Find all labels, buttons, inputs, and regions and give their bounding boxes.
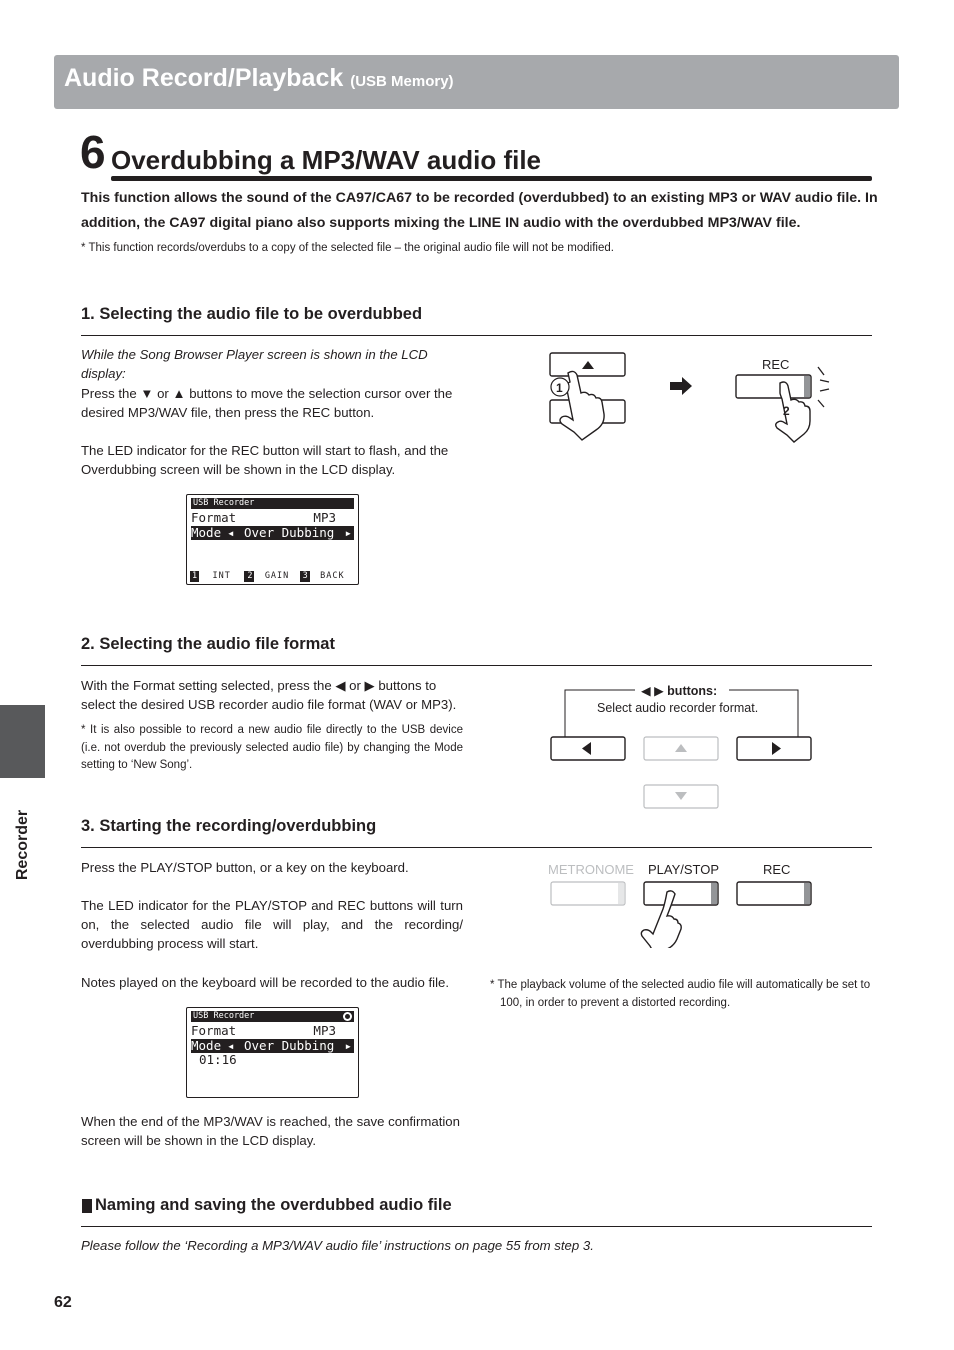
step3-p2: The LED indicator for the PLAY/STOP and REC buttons will turn on, the selected audio file will play, and the recording/ overdubbing process will start. [81,898,463,952]
lcd-title: USB Recorder [191,498,354,509]
lcd-mode-row [191,1039,354,1053]
flash-lines-icon [818,367,829,407]
step3-p4: When the end of the MP3/WAV is reached, the save confirmation screen will be shown in the LCD display. [81,1114,460,1149]
step2-heading: 2. Selecting the audio file format [81,635,335,653]
lcd-format-row [191,511,354,525]
lcd-format-value: MP3 [313,510,336,525]
lcd-format-label: Format [191,510,237,525]
right-arrow-icon: ▸ [344,1038,352,1053]
header-title-text: Audio Record/Playback [64,64,344,92]
callout-text: Select audio recorder format. [597,701,759,715]
rec-label-3: REC [763,862,791,877]
square-bullet-icon [82,1199,92,1213]
header-subtitle: (USB Memory) [350,73,454,90]
lcd-function-3: 3 BACK [302,571,345,581]
playstop-button [644,882,718,905]
metronome-button [551,882,625,905]
lcd-function-bar [190,571,355,582]
naming-heading: Naming and saving the overdubbed audio file [95,1196,452,1214]
step3-p3: Notes played on the keyboard will be recorded to the audio file. [81,975,450,990]
lcd-function-1: 1 INT [190,571,245,582]
lcd-recording-screen [186,1007,359,1098]
callout-title: ◀ ▶ buttons: [641,684,718,698]
section-title: Overdubbing a MP3/WAV audio file [111,145,542,175]
step1-p1: While the Song Browser Player screen is shown in the LCD display: [81,347,428,382]
step1-figure [530,345,840,445]
step3-p1: Press the PLAY/STOP button, or a key on the keyboard. [81,860,409,875]
step3-side-note: * The playback volume of the selected audio file will automatically be set to 100, in order to prevent a distorted recording. [490,979,871,1009]
step1-heading: 1. Selecting the audio file to be overdubbed [81,305,423,323]
down-button-inactive [644,785,718,808]
lcd-mode-value: Over Dubbing [244,1038,335,1053]
next-arrow-icon [670,377,692,395]
lcd-title: USB Recorder [191,1011,354,1022]
section-rule [111,176,872,181]
step3-heading: 3. Starting the recording/overdubbing [81,817,377,835]
lcd-time: 01:16 [199,1052,237,1067]
lcd-overdubbing-screen [186,494,359,585]
rec-button [736,375,811,398]
lcd-mode-row [191,526,354,540]
metronome-label: METRONOME [548,862,634,877]
lcd-mode-value: Over Dubbing [244,525,335,540]
step2-note: * It is also possible to record a new audio file directly to the USB device (i.e. not overdub the previously selected audio file) by changing the Mode setting to ‘New Song’. [81,724,463,771]
rec-button-3 [737,882,811,905]
lcd-function-2: 2 GAIN [245,571,300,582]
side-tab [0,705,45,778]
naming-rule [81,1226,872,1227]
side-tab-label: Recorder [14,809,31,881]
left-arrow-icon: ◂ [227,525,235,540]
header-title [64,64,454,93]
left-button [551,737,625,760]
step1-p3: The LED indicator for the REC button will start to flash, and the Overdubbing screen will be shown in the LCD display. [81,443,449,478]
lcd-format-label: Format [191,1023,237,1038]
finger-2-label: 2 [783,404,790,418]
step1-rule [81,335,872,336]
lcd-format-row [191,1024,354,1038]
step2-rule [81,665,872,666]
section-number: 6 [80,126,106,178]
record-dot-inner-icon [345,1014,350,1019]
section-intro: This function allows the sound of the CA97/CA67 to be recorded (overdubbed) to an existing MP3 or WAV audio file. In addition, the CA97 digital piano also supports mixing the LINE IN audio with the overdubbed MP3/WAV file. [81,190,878,231]
lcd-mode-label: Mode [191,525,222,540]
up-button [550,353,625,376]
section-note: * This function records/overdubs to a copy of the selected file – the original audio file will not be modified. [81,242,614,254]
step2-p1: With the Format setting selected, press the ◀ or ▶ buttons to select the desired USB recorder audio file format (WAV or MP3). [81,678,457,713]
step3-figure [545,878,825,948]
playstop-label: PLAY/STOP [648,862,720,877]
lcd-mode-label: Mode [191,1038,222,1053]
step1-p2: Press the ▼ or ▲ buttons to move the selection cursor over the desired MP3/WAV file, then press the REC button. [81,386,453,421]
lcd-format-value: MP3 [313,1023,336,1038]
finger-1-label: 1 [556,381,563,395]
naming-text: Please follow the ‘Recording a MP3/WAV audio file’ instructions on page 55 from step 3. [81,1238,594,1253]
right-arrow-icon: ▸ [344,525,352,540]
rec-label: REC [762,357,790,372]
right-button [737,737,811,760]
left-arrow-icon: ◂ [227,1038,235,1053]
up-button-inactive [644,737,718,760]
step3-rule [81,847,872,848]
page-number: 62 [54,1294,72,1311]
